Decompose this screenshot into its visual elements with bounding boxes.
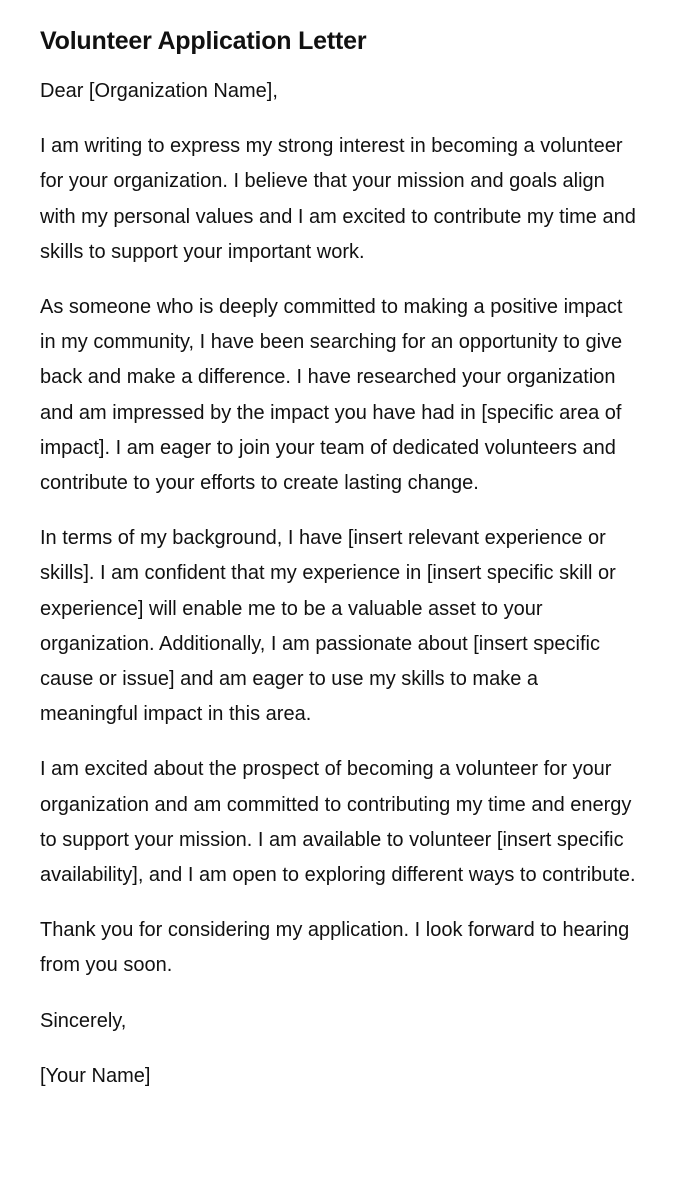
body-paragraph-1: I am writing to express my strong interest in becoming a volunteer for your organization. I believe that your mission and goals align with my personal values and I am excited to contribute my time and skills to support your important work. [40,135,636,263]
body-paragraph-5: Thank you for considering my application. I look forward to hearing from you soon. [40,919,630,977]
body-paragraph-4: I am excited about the prospect of becoming a volunteer for your organization and am committed to contributing my time and energy to support your mission. I am available to volunteer [insert specific availability], and I am open to exploring different ways to contribute. [40,758,636,887]
salutation: Dear [Organization Name], [40,80,278,102]
body-paragraph-3: In terms of my background, I have [insert relevant experience or skills]. I am confident that my experience in [insert specific skill or experience] will enable me to be a valuable asset to your organization. Additionally, I am passionate about [insert specific cause or issue] and am eager to use my skills to make a meaningful impact in this area. [40,527,616,726]
closing: Sincerely, [40,1009,127,1032]
letter-title: Volunteer Application Letter [40,27,367,55]
body-paragraph-2: As someone who is deeply committed to making a positive impact in my community, I have been searching for an opportunity to give back and make a difference. I have researched your organization and am impressed by the impact you have had in [specific area of impact]. I am eager to join your team of dedicated volunteers and contribute to your efforts to create lasting change. [40,296,623,495]
signature: [Your Name] [40,1064,151,1087]
